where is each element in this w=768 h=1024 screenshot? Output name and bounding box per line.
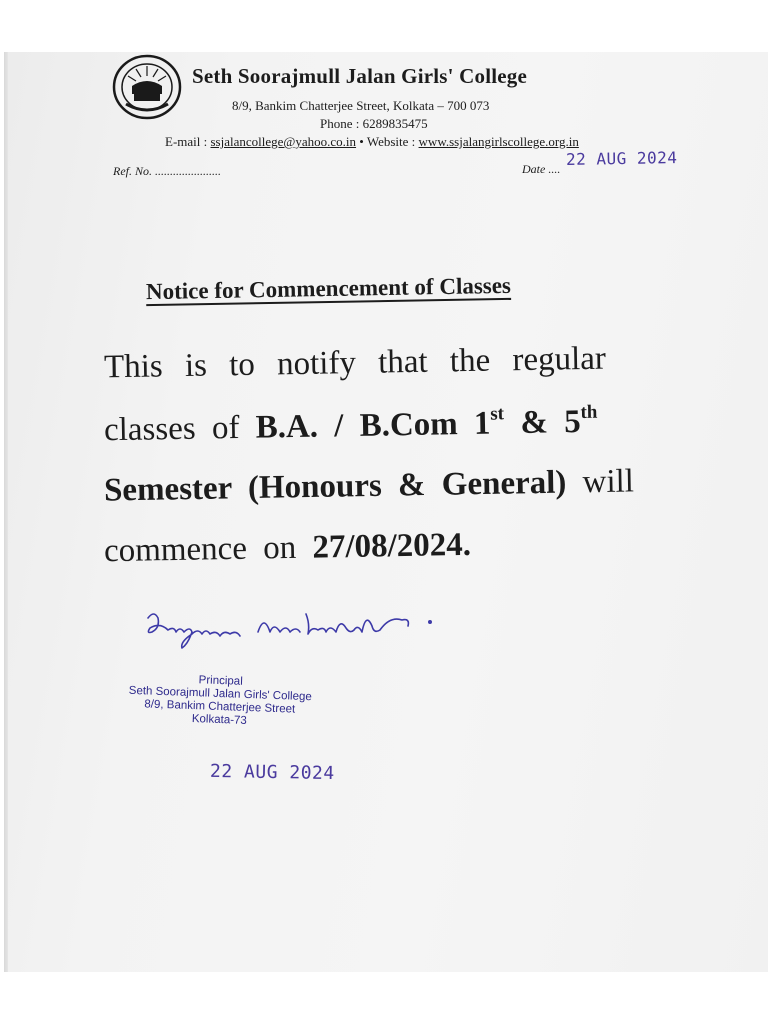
notice-line-3-tail: will bbox=[566, 463, 635, 501]
ref-number: Ref. No. ...................... bbox=[113, 164, 221, 178]
commencement-date: 27/08/2024. bbox=[312, 526, 472, 566]
email-link[interactable]: ssjalancollege@yahoo.co.in bbox=[210, 134, 357, 149]
principal-seal bbox=[99, 671, 341, 731]
college-name: Seth Soorajmull Jalan Girls' College bbox=[192, 64, 528, 88]
college-phone: Phone : 6289835475 bbox=[320, 116, 428, 131]
principal-street: 8/9, Bankim Chatterjee Street bbox=[144, 698, 296, 716]
contact-separator: • bbox=[356, 134, 367, 149]
course-name: B.A. / B.Com 1 bbox=[255, 405, 491, 446]
website-link[interactable]: www.ssjalangirlscollege.org.in bbox=[418, 134, 579, 149]
notice-line-2-text: classes of bbox=[103, 409, 256, 449]
college-logo bbox=[112, 54, 182, 120]
notice-line-4-text: commence on bbox=[103, 529, 313, 570]
document-page bbox=[8, 52, 768, 972]
principal-signature bbox=[140, 604, 440, 652]
ordinal-th: th bbox=[580, 401, 598, 423]
date-stamp: 22 AUG 2024 bbox=[565, 148, 678, 169]
principal-city: Kolkata-73 bbox=[191, 713, 248, 727]
notice-line-4 bbox=[104, 527, 472, 570]
contact-line bbox=[165, 134, 579, 150]
principal-title: Principal bbox=[198, 674, 243, 688]
college-address: 8/9, Bankim Chatterjee Street, Kolkata – 700 073 bbox=[232, 98, 490, 113]
principal-college: Seth Soorajmull Jalan Girls' College bbox=[128, 684, 312, 704]
bottom-date-stamp: 22 AUG 2024 bbox=[209, 760, 335, 785]
email-label: E-mail : bbox=[165, 134, 211, 149]
semester-type: Semester (Honours & General) bbox=[103, 464, 567, 509]
notice-title: Notice for Commencement of Classes bbox=[145, 272, 512, 305]
course-semester-5: & 5 bbox=[503, 403, 581, 442]
notice-line-1: This is to notify that the regular bbox=[103, 340, 607, 386]
date-label: Date .... bbox=[522, 162, 561, 176]
website-label: Website : bbox=[366, 134, 419, 149]
ordinal-st: st bbox=[490, 403, 505, 425]
